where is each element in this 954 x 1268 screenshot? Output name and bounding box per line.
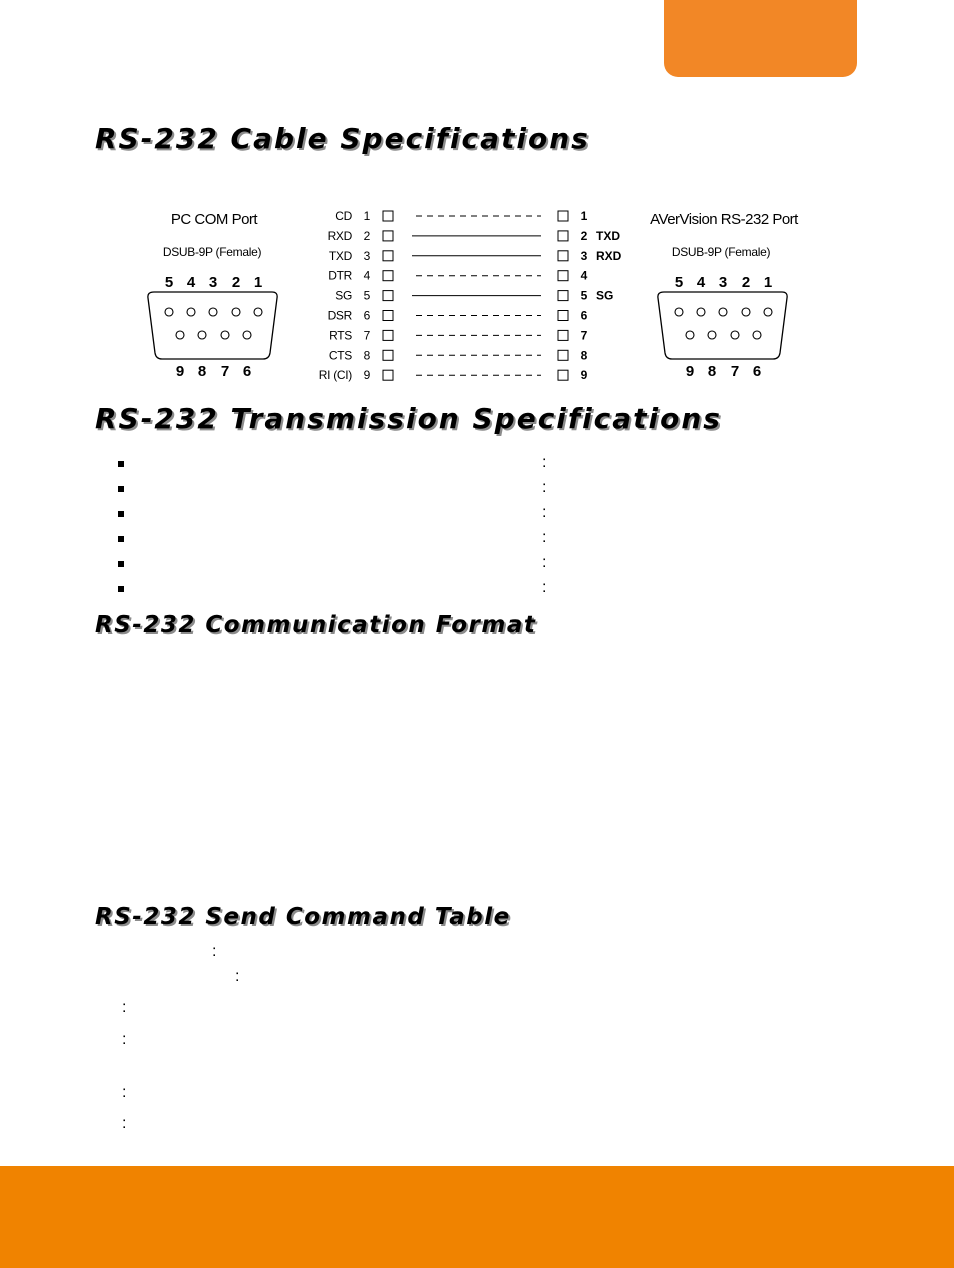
right-port-top-number: 3 bbox=[718, 274, 728, 291]
pin-box-left bbox=[383, 231, 393, 241]
spec-colon: : bbox=[542, 529, 547, 546]
left-port-top-number: 1 bbox=[253, 274, 263, 291]
spec-colon: : bbox=[542, 479, 547, 496]
pin-number-right: 6 bbox=[580, 308, 588, 323]
pin-signal-left: CTS bbox=[328, 348, 352, 363]
communication-format-heading: RS-232 Communication Format bbox=[95, 612, 537, 638]
pin-signal-left: CD bbox=[335, 209, 352, 223]
pin-signal-right: RXD bbox=[596, 248, 622, 263]
spec-colon: : bbox=[542, 504, 547, 521]
pin-box-right bbox=[558, 231, 568, 241]
pin-row bbox=[329, 249, 622, 263]
left-port-top-number: 2 bbox=[231, 274, 241, 291]
pin-number-left: 6 bbox=[363, 308, 371, 323]
left-port-bottom-number: 9 bbox=[175, 363, 185, 380]
pin-number-right: 5 bbox=[580, 288, 588, 303]
pin-number-left: 5 bbox=[363, 288, 371, 303]
pin-box-left bbox=[383, 291, 393, 301]
right-port-bottom-number: 7 bbox=[730, 363, 740, 380]
pin-number-left: 1 bbox=[363, 209, 371, 223]
right-port-title: AVerVision RS-232 Port bbox=[650, 211, 798, 228]
command-colon: : bbox=[235, 968, 240, 985]
command-colon: : bbox=[212, 943, 217, 960]
pin-number-right: 2 bbox=[580, 228, 588, 243]
left-port-bottom-number: 6 bbox=[242, 363, 252, 380]
pin-number-right: 3 bbox=[580, 248, 588, 263]
left-port-bottom-number: 8 bbox=[197, 363, 207, 380]
command-colon: : bbox=[122, 999, 127, 1016]
right-port-top-number: 2 bbox=[741, 274, 751, 291]
bullet-icon bbox=[118, 511, 124, 517]
pin-box-left bbox=[383, 330, 393, 340]
pin-box-right bbox=[558, 311, 568, 321]
pin-row bbox=[328, 309, 588, 323]
pin-row bbox=[319, 368, 588, 382]
right-port-top-number: 5 bbox=[674, 274, 684, 291]
left-port-top-number: 3 bbox=[208, 274, 218, 291]
pin-box-right bbox=[558, 211, 568, 221]
pin-row bbox=[335, 289, 613, 303]
right-port-pin-holes bbox=[675, 308, 772, 339]
pin-signal-left: RXD bbox=[327, 228, 352, 243]
left-port-top-number: 4 bbox=[186, 274, 196, 291]
pin-box-right bbox=[558, 251, 568, 261]
right-port-bottom-number: 6 bbox=[752, 363, 762, 380]
cable-specifications-heading: RS-232 Cable Specifications bbox=[95, 122, 590, 155]
pin-signal-left: DTR bbox=[328, 268, 352, 283]
pin-row bbox=[329, 348, 588, 362]
pin-number-right: 9 bbox=[580, 368, 588, 383]
bullet-icon bbox=[118, 536, 124, 542]
pin-number-left: 4 bbox=[363, 268, 371, 283]
pin-box-left bbox=[383, 311, 393, 321]
right-port-connector-shape bbox=[658, 292, 787, 359]
pin-box-right bbox=[558, 271, 568, 281]
left-port-title: PC COM Port bbox=[170, 211, 258, 228]
pin-number-right: 1 bbox=[580, 209, 588, 223]
pin-signal-left: RI (CI) bbox=[318, 368, 352, 383]
bullet-icon bbox=[118, 586, 124, 592]
bullet-icon bbox=[118, 461, 124, 467]
bullet-icon bbox=[118, 561, 124, 567]
send-command-table-heading: RS-232 Send Command Table bbox=[95, 904, 511, 930]
pin-number-right: 4 bbox=[580, 268, 588, 283]
pin-box-right bbox=[558, 330, 568, 340]
command-colon: : bbox=[122, 1115, 127, 1132]
right-port-top-number: 1 bbox=[763, 274, 773, 291]
pin-row bbox=[329, 328, 588, 342]
transmission-specifications-heading: RS-232 Transmission Specifications bbox=[95, 402, 722, 435]
pin-box-left bbox=[383, 271, 393, 281]
right-port-bottom-number: 8 bbox=[707, 363, 717, 380]
bullet-icon bbox=[118, 486, 124, 492]
right-port-top-numbers bbox=[675, 274, 772, 291]
pin-number-left: 9 bbox=[363, 368, 371, 383]
pin-signal-left: SG bbox=[335, 288, 352, 303]
right-port-bottom-numbers bbox=[686, 363, 761, 380]
pin-number-right: 7 bbox=[580, 328, 588, 343]
pin-rows bbox=[319, 209, 622, 382]
spec-colon: : bbox=[542, 554, 547, 571]
command-colon: : bbox=[122, 1084, 127, 1101]
pin-number-left: 3 bbox=[363, 248, 371, 263]
left-port-bottom-number: 7 bbox=[220, 363, 230, 380]
command-colon: : bbox=[122, 1031, 127, 1048]
footer-bar bbox=[0, 1166, 954, 1268]
pin-signal-left: TXD bbox=[328, 248, 352, 263]
pin-box-left bbox=[383, 350, 393, 360]
header-tab bbox=[664, 0, 857, 77]
pin-number-right: 8 bbox=[580, 348, 588, 363]
spec-colon: : bbox=[542, 454, 547, 471]
pin-signal-right: SG bbox=[596, 288, 614, 303]
rs232-wiring-diagram bbox=[0, 195, 954, 385]
left-port-connector-shape bbox=[148, 292, 277, 359]
left-port-pin-holes bbox=[165, 308, 262, 339]
right-port-bottom-number: 9 bbox=[685, 363, 695, 380]
pin-row bbox=[335, 209, 587, 223]
left-port-top-numbers bbox=[165, 274, 262, 291]
left-port-subtitle: DSUB-9P (Female) bbox=[162, 245, 262, 259]
pin-box-right bbox=[558, 350, 568, 360]
pin-box-right bbox=[558, 291, 568, 301]
pin-signal-right: TXD bbox=[596, 228, 620, 243]
pin-box-right bbox=[558, 370, 568, 380]
pin-row bbox=[328, 269, 587, 283]
left-port-bottom-numbers bbox=[176, 363, 251, 380]
spec-colon: : bbox=[542, 579, 547, 596]
right-port-top-number: 4 bbox=[696, 274, 706, 291]
left-port-top-number: 5 bbox=[164, 274, 174, 291]
pin-row bbox=[328, 229, 621, 243]
pin-number-left: 8 bbox=[363, 348, 371, 363]
pin-signal-left: RTS bbox=[329, 328, 352, 343]
pin-number-left: 7 bbox=[363, 328, 371, 343]
right-port-subtitle: DSUB-9P (Female) bbox=[671, 245, 771, 259]
pin-signal-left: DSR bbox=[327, 308, 352, 323]
pin-number-left: 2 bbox=[363, 228, 371, 243]
pin-box-left bbox=[383, 370, 393, 380]
pin-box-left bbox=[383, 211, 393, 221]
pin-box-left bbox=[383, 251, 393, 261]
